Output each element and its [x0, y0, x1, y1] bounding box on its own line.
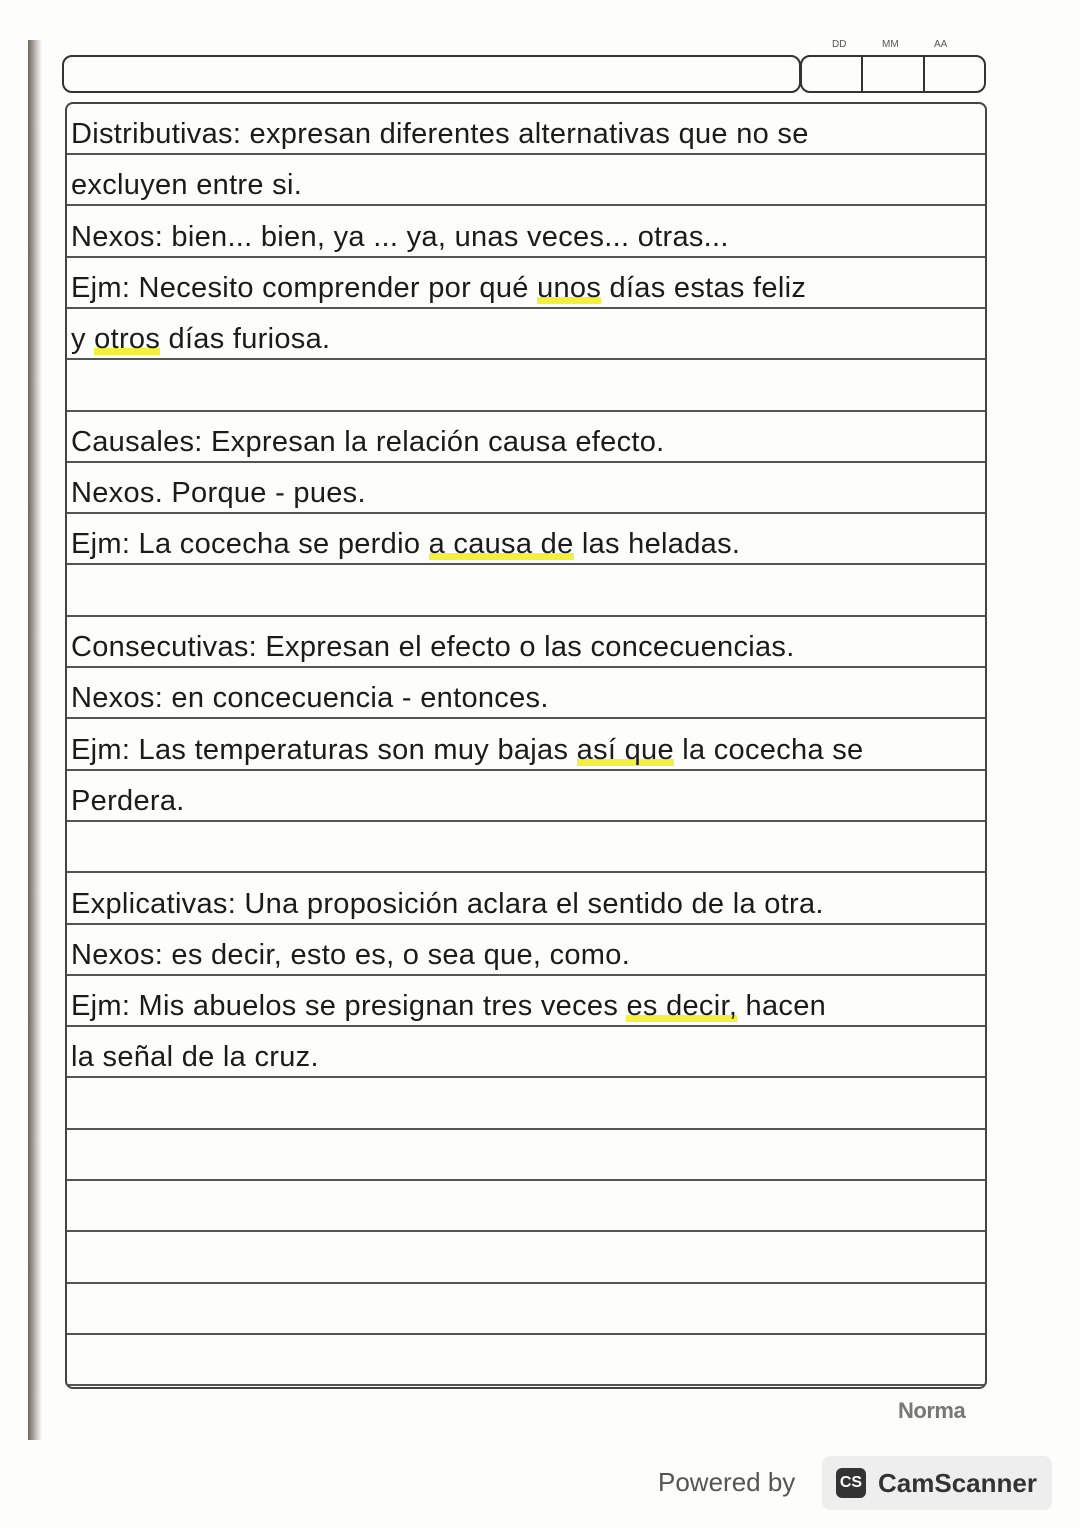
note-line	[67, 874, 985, 925]
highlighted-word: otros	[94, 323, 161, 356]
note-line	[67, 617, 985, 668]
handwritten-text	[71, 118, 809, 151]
text-segment: excluyen entre si.	[71, 169, 303, 202]
text-segment: Explicativas: Una proposición aclara el sentido de la otra.	[71, 887, 824, 920]
text-segment: Nexos: en concecuencia - entonces.	[71, 682, 549, 715]
text-segment: Nexos: es decir, esto es, o sea que, como.	[71, 938, 631, 971]
text-segment: las heladas.	[573, 528, 741, 561]
blank-line	[67, 1233, 985, 1284]
blank-line	[67, 1284, 985, 1335]
note-line	[67, 463, 985, 514]
date-day-cell	[802, 57, 863, 91]
handwritten-text	[71, 426, 665, 459]
handwritten-text	[71, 990, 826, 1023]
highlighted-word: es decir,	[626, 990, 738, 1023]
date-label-year: AA	[934, 39, 948, 50]
handwritten-text	[71, 631, 795, 664]
highlighted-word: así que	[576, 733, 674, 766]
handwritten-text	[71, 682, 549, 715]
title-field	[62, 55, 801, 93]
text-segment: Ejm: Mis abuelos se presignan tres veces	[71, 990, 627, 1023]
blank-line	[67, 361, 985, 412]
handwritten-text	[71, 221, 729, 254]
handwritten-text	[71, 169, 302, 202]
camscanner-name: CamScanner	[878, 1467, 1037, 1498]
handwritten-text	[71, 477, 366, 510]
powered-by-text: Powered by	[658, 1467, 796, 1497]
note-line	[67, 1027, 985, 1078]
text-segment: Nexos. Porque - pues.	[71, 477, 366, 510]
camscanner-icon: CS	[836, 1468, 866, 1498]
text-segment: la cocecha se	[673, 733, 864, 766]
handwritten-text	[71, 323, 330, 356]
text-segment: días estas feliz	[601, 271, 807, 304]
date-field	[800, 55, 986, 93]
text-segment: hacen	[737, 990, 827, 1023]
handwritten-text	[71, 939, 630, 972]
ruled-page	[65, 102, 987, 1389]
highlighted-word: a causa de	[428, 528, 574, 561]
note-line	[67, 668, 985, 719]
norma-logo: Norma	[898, 1398, 966, 1423]
note-line	[67, 155, 985, 206]
text-segment: Distributivas: expresan diferentes alternativas que no se	[71, 118, 809, 150]
note-line	[67, 720, 985, 771]
blank-line	[67, 566, 985, 617]
text-segment: Ejm: Las temperaturas son muy bajas	[71, 733, 577, 766]
date-year-cell	[925, 57, 984, 91]
text-segment: Consecutivas: Expresan el efecto o las concecuencias.	[71, 631, 795, 663]
blank-line	[67, 1335, 985, 1386]
text-segment: la señal de la cruz.	[71, 1041, 319, 1074]
note-line	[67, 412, 985, 463]
note-line	[67, 976, 985, 1027]
date-label-day: DD	[832, 39, 847, 50]
text-segment: Nexos: bien... bien, ya ... ya, unas veces... otras...	[71, 220, 729, 253]
note-line	[67, 925, 985, 976]
note-line	[67, 514, 985, 565]
blank-line	[67, 822, 985, 873]
text-segment: Ejm: Necesito comprender por qué	[71, 271, 538, 304]
camscanner-badge	[822, 1456, 1052, 1510]
blank-line	[67, 1130, 985, 1181]
highlighted-word: unos	[537, 271, 602, 304]
note-line	[67, 258, 985, 309]
notebook-spine	[28, 40, 42, 1440]
handwritten-text	[71, 1041, 319, 1074]
text-segment: Perdera.	[71, 784, 185, 817]
handwritten-text	[71, 528, 740, 561]
note-line	[67, 771, 985, 822]
blank-line	[67, 1181, 985, 1232]
date-month-cell	[863, 57, 924, 91]
text-segment: días furiosa.	[160, 323, 331, 356]
text-segment: Causales: Expresan la relación causa efecto.	[71, 425, 665, 458]
note-line	[67, 207, 985, 258]
note-line	[67, 104, 985, 155]
handwritten-text	[71, 785, 185, 818]
handwritten-text	[71, 272, 806, 305]
handwritten-text	[71, 888, 824, 921]
date-label-month: MM	[882, 39, 899, 50]
text-segment: y	[71, 323, 95, 356]
note-line	[67, 309, 985, 360]
blank-line	[67, 1079, 985, 1130]
handwritten-text	[71, 734, 863, 767]
text-segment: Ejm: La cocecha se perdio	[71, 528, 429, 561]
